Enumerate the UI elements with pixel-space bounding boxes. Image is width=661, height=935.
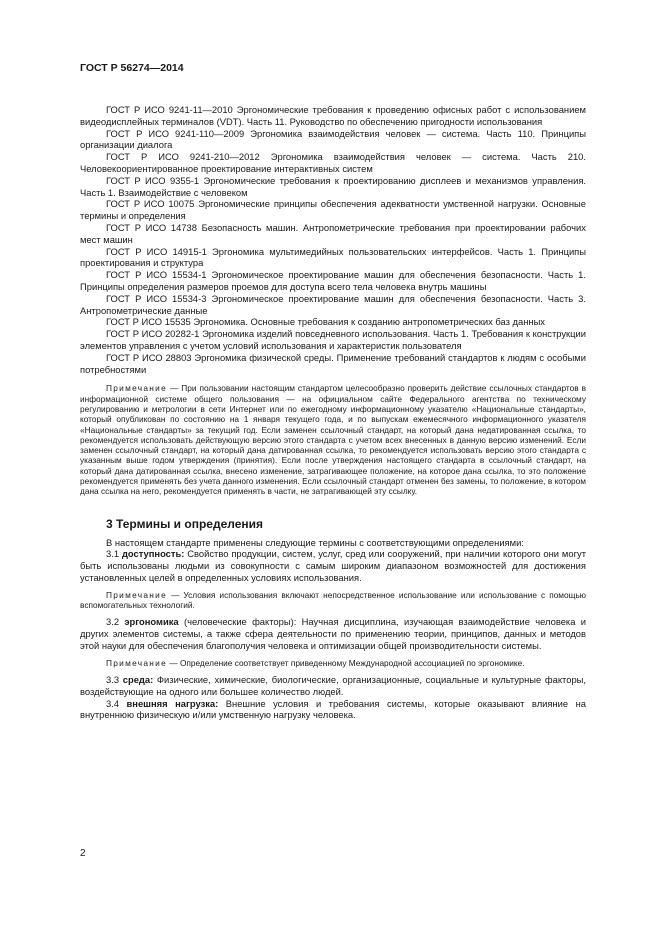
section-intro: В настоящем стандарте применены следующие термины с соответствующими определениями:: [106, 536, 524, 548]
reference-item: ГОСТ Р ИСО 15534-1 Эргономическое проектирование машин для обеспечения безопасности. Часть 1. Принципы определения размеров проемов для доступа всего тела человека внутрь машины: [80, 269, 586, 292]
reference-item: ГОСТ Р ИСО 28803 Эргономика физической среды. Применение требований стандартов к людям с особыми потребностями: [80, 351, 586, 375]
term-number: 3.2: [106, 616, 125, 628]
note-lead: Примечание: [106, 383, 168, 394]
reference-item: ГОСТ Р ИСО 15534-3 Эргономическое проектирование машин для обеспечения безопасности. Часть 3. Антропометрические данные: [80, 292, 586, 316]
term-definition: (человеческие факторы): Научная дисциплина, изучающая взаимодействие человека и других элементов системы, а также сфера деятельности по применению теории, принципов, данных и методов этой науки для обеспечения благополучия человека и оптимизации общей производительности системы.: [80, 616, 586, 651]
section-title: 3 Термины и определения: [106, 516, 264, 531]
note-text: — Определение соответствует приведенному Международной ассоциацией по эргономике.: [167, 657, 525, 668]
note-text: — Условия использования включают непосредственное использование или использование с помощью вспомогательных технологий.: [80, 589, 586, 611]
term-number: 3.3: [106, 674, 123, 686]
reference-item: ГОСТ Р ИСО 10075 Эргономические принципы обеспечения адекватности умственной нагрузки. Основные термины и определения: [80, 198, 586, 222]
reference-item: ГОСТ Р ИСО 14738 Безопасность машин. Антропометрические требования при проектировании рабочих мест машин: [80, 221, 586, 245]
note-text: — При пользовании настоящим стандартом целесообразно проверить действие ссылочных стандартов в информационной системе общего пользования — на официальном сайте Федерального агентства по техническому регулированию и метрологии в сети Интернет или по ежегодному информационному указателю «Национальные стандарты», который опубликован по состоянию на 1 января текущего года, и по выпускам ежемесячного информационного указателя «Национальные стандарты» за текущий год. Если заменен ссылочный стандарт, на который дана недатированная ссылка, то рекомендуется использовать действующую версию этого стандарта с учетом всех внесенных в данную версию изменений. Если заменен ссылочный стандарт, на который дана датированная ссылка, то рекомендуется использовать версию этого стандарта с указанным выше годом утверждения (принятия). Если после утверждения настоящего стандарта в ссылочный стандарт, на который дана датированная ссылка, внесено изменение, затрагивающее положение, на которое дана ссылка, то это положение рекомендуется применять без учета данного изменения. Если ссылочный стандарт отменен без замены, то положение, в котором дана ссылка на него, рекомендуется применять в части, не затрагивающей эту ссылку.: [80, 383, 586, 497]
term-number: 3.1: [106, 548, 122, 560]
reference-item: ГОСТ Р ИСО 9355-1 Эргономические требования к проектированию дисплеев и механизмов управления. Часть 1. Взаимодействие с человеком: [80, 174, 586, 198]
term-3-4: [80, 698, 586, 722]
reference-item: ГОСТ Р ИСО 9241-110—2009 Эргономика взаимодействия человек — система. Часть 110. Принципы организации диалога: [80, 127, 586, 151]
term-definition: Физические, химические, биологические, организационные, социальные и культурные факторы, воздействующие на одного или большее количество людей.: [80, 674, 587, 697]
page-number: 2: [80, 848, 86, 859]
note-lead: Примечание: [106, 657, 168, 668]
references-note: [80, 383, 586, 496]
reference-item: ГОСТ Р ИСО 20282-1 Эргономика изделий повседневного использования. Часть 1. Требования к конструкции элементов управления с учетом условий использования и характеристик пользователя: [80, 328, 586, 351]
term-definition: Внешние условия и требования системы, которые оказывают влияние на внутреннюю физическую и/или умственную нагрузку человека.: [80, 697, 587, 721]
note-lead: Примечание: [106, 589, 168, 600]
page-content: [80, 104, 586, 721]
reference-item: ГОСТ Р ИСО 14915-1 Эргономика мультимедийных пользовательских интерфейсов. Часть 1. Принципы проектирования и структура: [80, 245, 586, 269]
normative-references-list: [80, 104, 586, 375]
term-3-3: [80, 674, 586, 698]
term-name: доступность:: [121, 548, 185, 560]
term-3-2: [80, 616, 586, 651]
term-note-3-2: [80, 658, 586, 668]
term-note-3-1: [80, 590, 586, 611]
term-name: внешняя нагрузка:: [126, 697, 219, 709]
term-name: эргономика: [124, 616, 179, 628]
term-3-1: [80, 548, 586, 583]
term-number: 3.4: [106, 697, 127, 709]
term-name: среда:: [122, 674, 154, 686]
term-definition: Свойство продукции, систем, услуг, сред или сооружений, при наличии которого они могут быть использованы людьми из совокупности с самым широким диапазоном возможностей для достижения установленных целей в определенных условиях использования.: [80, 548, 586, 583]
reference-item: ГОСТ Р ИСО 15535 Эргономика. Основные требования к созданию антропометрических баз данных: [106, 316, 545, 328]
reference-item: ГОСТ Р ИСО 9241-11—2010 Эргономические требования к проведению офисных работ с использованием видеодисплейных терминалов (VDT). Часть 11. Руководство по обеспечению пригодности использования: [80, 104, 586, 127]
reference-item: ГОСТ Р ИСО 9241-210—2012 Эргономика взаимодействия человек — система. Часть 210. Человекоориентированное проектирование интерактивных систем: [80, 151, 586, 174]
document-header: ГОСТ Р 56274—2014: [80, 62, 184, 74]
